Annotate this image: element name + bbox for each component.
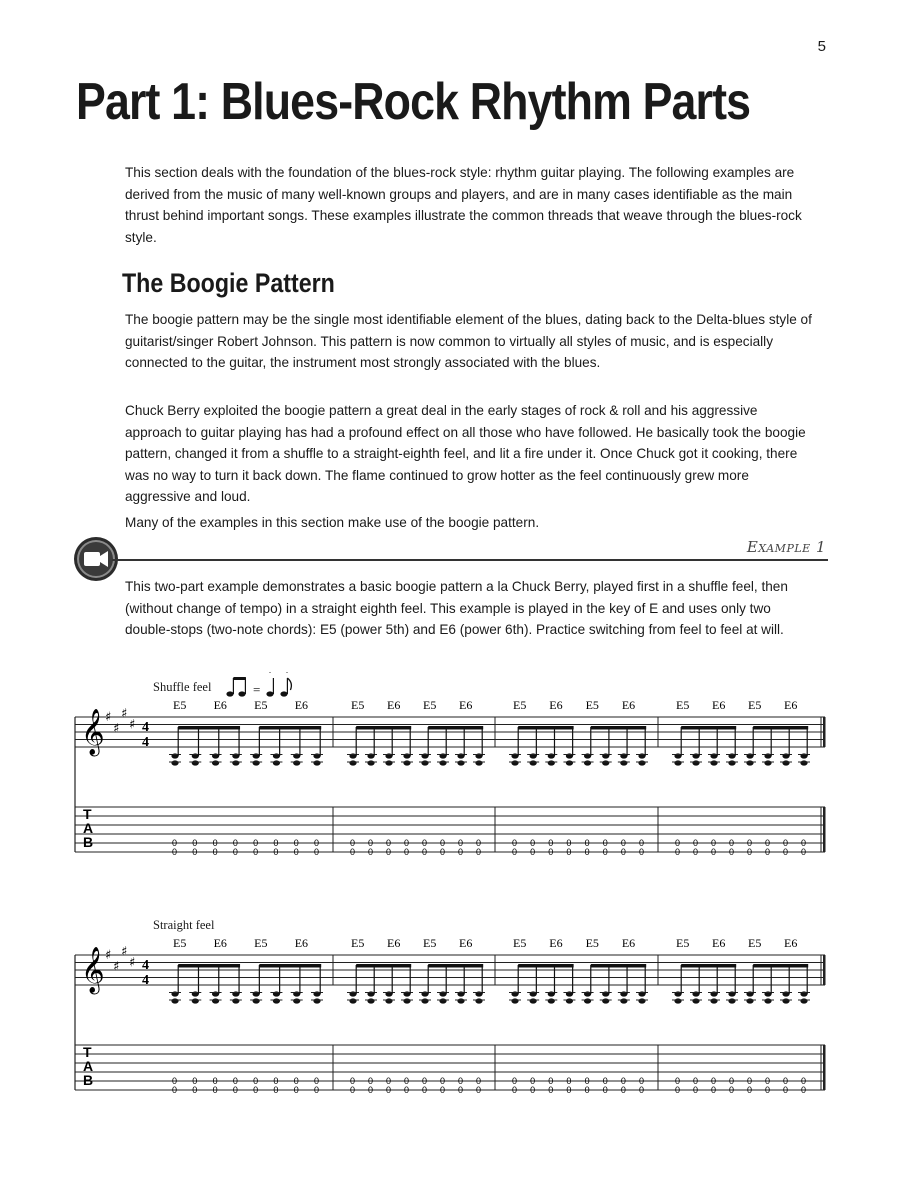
tab-number: 0 [404, 1076, 410, 1086]
tab-number: 0 [620, 838, 626, 848]
tab-number: 0 [729, 1085, 735, 1095]
chord-symbol: E6 [459, 698, 473, 712]
note-head [349, 998, 356, 1003]
tab-number: 0 [386, 1076, 392, 1086]
note-head [710, 760, 717, 765]
tab-number: 0 [273, 838, 279, 848]
note-head [638, 760, 645, 765]
sharp-icon: ♯ [113, 959, 120, 975]
note-head [192, 998, 199, 1003]
note-head [403, 760, 410, 765]
tab-number: 0 [566, 838, 572, 848]
note-head [800, 998, 807, 1003]
note-head [171, 760, 178, 765]
tab-number: 0 [620, 1076, 626, 1086]
time-signature-top: 4 [142, 958, 149, 973]
tab-number: 0 [530, 838, 536, 848]
tab-number: 0 [314, 1085, 320, 1095]
tab-number: 0 [711, 838, 717, 848]
tab-number: 0 [458, 1076, 464, 1086]
example-divider [112, 559, 828, 561]
note-head [367, 760, 374, 765]
note-head [349, 760, 356, 765]
time-signature-bottom: 4 [142, 973, 149, 988]
chord-symbol: E6 [459, 936, 473, 950]
note-head [212, 998, 219, 1003]
note-head [674, 760, 681, 765]
treble-clef-icon: 𝄞 [81, 947, 105, 993]
tab-number: 0 [584, 1085, 590, 1095]
tab-number: 0 [512, 1076, 518, 1086]
tab-number: 0 [711, 1076, 717, 1086]
chord-symbol: E6 [294, 936, 309, 950]
tab-number: 0 [314, 847, 320, 857]
note-head [674, 998, 681, 1003]
note-beam [356, 964, 411, 968]
tab-number: 0 [422, 847, 428, 857]
chord-symbol: E5 [513, 936, 527, 950]
tab-number: 0 [273, 1085, 279, 1095]
tab-number: 0 [422, 838, 428, 848]
sharp-icon: ♯ [129, 955, 136, 971]
chord-symbol: E5 [173, 698, 187, 712]
tab-number: 0 [212, 847, 218, 857]
note-head [548, 760, 555, 765]
tab-number: 0 [314, 838, 320, 848]
tab-number: 0 [293, 847, 299, 857]
tab-number: 0 [512, 838, 518, 848]
tab-number: 0 [548, 838, 554, 848]
note-head [253, 760, 260, 765]
note-head [457, 760, 464, 765]
intro-paragraph: This section deals with the foundation of the blues-rock style: rhythm guitar playing. The following examples are derived from the music of many well-known groups and players, and are in many cases identifiable as the main thrust behind important songs. These examples illustrate the common threads that weave through the blues-rock style. [125, 165, 802, 245]
note-head [746, 998, 753, 1003]
tab-number: 0 [530, 1076, 536, 1086]
note-beam [428, 726, 483, 730]
chord-symbol: E5 [423, 936, 437, 950]
note-head [566, 760, 573, 765]
chord-symbol: E6 [712, 936, 726, 950]
tab-number: 0 [783, 1076, 789, 1086]
tab-number: 0 [765, 847, 771, 857]
notation-system-shuffle [70, 672, 840, 872]
note-head [232, 998, 239, 1003]
tab-number: 0 [801, 838, 807, 848]
tab-number: 0 [314, 1076, 320, 1086]
tab-number: 0 [368, 1076, 374, 1086]
note-beam [518, 726, 573, 730]
tab-number: 0 [350, 838, 356, 848]
note-head [457, 998, 464, 1003]
tab-number: 0 [273, 1076, 279, 1086]
tab-number: 0 [476, 1085, 482, 1095]
chord-symbol: E5 [748, 936, 762, 950]
chord-symbol: E6 [213, 698, 227, 712]
tab-number: 0 [293, 1076, 299, 1086]
note-head [439, 760, 446, 765]
chord-symbol: E6 [784, 698, 798, 712]
final-barline [823, 955, 826, 985]
tab-number: 0 [639, 1076, 645, 1086]
chord-symbol: E5 [254, 698, 268, 712]
note-beam [753, 726, 808, 730]
note-head [421, 760, 428, 765]
chord-symbol: E6 [621, 698, 636, 712]
tab-number: 0 [404, 847, 410, 857]
note-head [530, 760, 537, 765]
sharp-icon: ♯ [121, 706, 128, 722]
tab-number: 0 [192, 838, 198, 848]
tab-number: 0 [602, 838, 608, 848]
tab-number: 0 [602, 1076, 608, 1086]
note-head [782, 760, 789, 765]
tab-number: 0 [675, 847, 681, 857]
note-head [367, 998, 374, 1003]
note-head [584, 998, 591, 1003]
tab-number: 0 [783, 847, 789, 857]
note-head [385, 998, 392, 1003]
tab-clef-letter: A [83, 820, 94, 836]
tab-number: 0 [801, 847, 807, 857]
tab-number: 0 [404, 838, 410, 848]
chord-symbol: E6 [387, 698, 401, 712]
note-beam [518, 964, 573, 968]
tab-number: 0 [293, 1085, 299, 1095]
note-head [602, 998, 609, 1003]
tab-clef-letter: B [83, 834, 94, 850]
page-number: 5 [817, 38, 826, 55]
note-head [273, 998, 280, 1003]
note-head [530, 998, 537, 1003]
shuffle-feel-label: Shuffle feel [153, 680, 212, 694]
note-head [800, 760, 807, 765]
tab-number: 0 [440, 838, 446, 848]
section-paragraph-1: The boogie pattern may be the single most identifiable element of the blues, dating back to the Delta-blues style of guitarist/singer Robert Johnson. This pattern is now common to virtually all styles of music, and is especially connected to the guitar, the instrument most strongly associated with the blues. [125, 312, 812, 370]
tab-number: 0 [172, 1076, 178, 1086]
tab-number: 0 [192, 1076, 198, 1086]
tab-number: 0 [212, 1085, 218, 1095]
tab-number: 0 [566, 1085, 572, 1095]
tab-number: 0 [602, 1085, 608, 1095]
chord-symbol: E6 [387, 936, 401, 950]
chord-symbol: E5 [254, 936, 268, 950]
tab-number: 0 [747, 1085, 753, 1095]
chord-symbol: E5 [423, 698, 437, 712]
example-description: This two-part example demonstrates a basic boogie pattern a la Chuck Berry, played first in a shuffle feel, then (without change of tempo) in a straight eighth feel. This example is played in the key of E and uses only two double-stops (two-note chords): E5 (power 5th) and E6 (power 6th). Practice switching from feel to feel at will. [125, 579, 788, 637]
tab-number: 0 [440, 1085, 446, 1095]
tab-number: 0 [512, 1085, 518, 1095]
tab-number: 0 [675, 1085, 681, 1095]
note-head [212, 760, 219, 765]
note-head [385, 760, 392, 765]
final-barline [823, 717, 826, 747]
sharp-icon: ♯ [105, 710, 112, 725]
tab-number: 0 [253, 838, 259, 848]
chord-symbol: E5 [676, 698, 690, 712]
tab-number: 0 [192, 1085, 198, 1095]
chord-symbol: E6 [621, 936, 636, 950]
note-beam [259, 726, 321, 730]
part-title: Part 1: Blues-Rock Rhythm Parts [76, 73, 751, 131]
note-head [171, 998, 178, 1003]
tab-clef-letter: B [83, 1072, 94, 1088]
note-head [584, 760, 591, 765]
chord-symbol: E6 [294, 698, 309, 712]
tab-number: 0 [747, 1076, 753, 1086]
tab-number: 0 [765, 1085, 771, 1095]
tab-number: 0 [422, 1076, 428, 1086]
example-label: Example 1 [746, 538, 826, 556]
chord-symbol: E5 [585, 936, 599, 950]
note-beam [428, 964, 483, 968]
time-signature-top: 4 [142, 720, 149, 735]
tab-number: 0 [350, 847, 356, 857]
tab-number: 0 [172, 838, 178, 848]
note-head [620, 998, 627, 1003]
chord-symbol: E5 [748, 698, 762, 712]
tab-number: 0 [422, 1085, 428, 1095]
tab-number: 0 [458, 1085, 464, 1095]
tab-number: 0 [232, 1076, 238, 1086]
note-head [232, 760, 239, 765]
chord-symbol: E6 [549, 936, 563, 950]
tab-number: 0 [368, 847, 374, 857]
tab-clef-letter: T [83, 1044, 92, 1060]
tab-number: 0 [639, 1085, 645, 1095]
tab-number: 0 [783, 838, 789, 848]
tab-number: 0 [584, 1076, 590, 1086]
tab-clef-letter: T [83, 806, 92, 822]
note-head [403, 998, 410, 1003]
note-beam [259, 964, 321, 968]
note-head [602, 760, 609, 765]
final-barline [823, 1045, 826, 1090]
note-head [620, 760, 627, 765]
sharp-icon: ♯ [129, 717, 136, 733]
tab-number: 0 [253, 1076, 259, 1086]
tab-number: 0 [232, 847, 238, 857]
tab-number: 0 [530, 1085, 536, 1095]
tab-number: 0 [693, 838, 699, 848]
note-head [764, 998, 771, 1003]
treble-clef-icon: 𝄞 [81, 709, 105, 755]
tab-number: 0 [566, 1076, 572, 1086]
note-head [511, 760, 518, 765]
tab-number: 0 [212, 1076, 218, 1086]
tab-number: 0 [512, 847, 518, 857]
note-beam [591, 964, 646, 968]
tab-number: 0 [368, 1085, 374, 1095]
tab-number: 0 [386, 838, 392, 848]
tab-number: 0 [747, 838, 753, 848]
tab-number: 0 [368, 838, 374, 848]
tab-number: 0 [693, 1085, 699, 1095]
note-head [638, 998, 645, 1003]
tab-number: 0 [192, 847, 198, 857]
note-head [439, 998, 446, 1003]
final-barline [823, 807, 826, 852]
note-head [253, 998, 260, 1003]
tab-number: 0 [765, 1076, 771, 1086]
tab-number: 0 [548, 847, 554, 857]
note-head [313, 760, 320, 765]
tab-number: 0 [293, 838, 299, 848]
tab-number: 0 [212, 838, 218, 848]
section-paragraph-2: Chuck Berry exploited the boogie pattern a great deal in the early stages of rock & roll and his aggressive approach to guitar playing has had a profound effect on all those who have followed. He basically took the boogie pattern, changed it from a shuffle to a straight-eighth feel, and lit a fire under it. Once Chuck got it cooking, there was no way to turn it back down. The flame continued to grow hotter as the feel continuously grew more aggressive and loud. [125, 403, 806, 504]
tab-number: 0 [584, 847, 590, 857]
note-head [293, 998, 300, 1003]
tab-number: 0 [350, 1085, 356, 1095]
note-head [692, 760, 699, 765]
chord-symbol: E5 [513, 698, 527, 712]
sharp-icon: ♯ [121, 944, 128, 960]
tab-number: 0 [530, 847, 536, 857]
tab-number: 0 [458, 847, 464, 857]
time-signature-bottom: 4 [142, 735, 149, 750]
tab-number: 0 [729, 1076, 735, 1086]
tab-number: 0 [253, 1085, 259, 1095]
swing-equals: = [253, 682, 261, 697]
tab-number: 0 [566, 847, 572, 857]
tab-number: 0 [584, 838, 590, 848]
note-head [728, 760, 735, 765]
note-head [782, 998, 789, 1003]
tab-number: 0 [711, 847, 717, 857]
tab-number: 0 [476, 847, 482, 857]
note-head [764, 760, 771, 765]
note-head [293, 760, 300, 765]
tab-number: 0 [440, 1076, 446, 1086]
section-paragraph-3: Many of the examples in this section make use of the boogie pattern. [125, 515, 540, 530]
tab-number: 0 [620, 1085, 626, 1095]
note-head [313, 998, 320, 1003]
note-head [475, 760, 482, 765]
tab-number: 0 [350, 1076, 356, 1086]
chord-symbol: E5 [173, 936, 187, 950]
tab-number: 0 [172, 847, 178, 857]
note-head [192, 760, 199, 765]
note-head [511, 998, 518, 1003]
tab-number: 0 [602, 847, 608, 857]
note-beam [681, 726, 736, 730]
tab-clef-letter: A [83, 1058, 94, 1074]
note-beam [178, 726, 240, 730]
chord-symbol: E6 [549, 698, 563, 712]
chord-symbol: E5 [351, 698, 365, 712]
tab-number: 0 [458, 838, 464, 848]
tab-number: 0 [693, 847, 699, 857]
tab-number: 0 [548, 1085, 554, 1095]
note-head [273, 760, 280, 765]
sharp-icon: ♯ [113, 721, 120, 737]
tab-number: 0 [747, 847, 753, 857]
note-head [728, 998, 735, 1003]
note-head [548, 998, 555, 1003]
tab-number: 0 [639, 847, 645, 857]
tab-number: 0 [253, 847, 259, 857]
note-beam [681, 964, 736, 968]
note-beam [178, 964, 240, 968]
section-heading: The Boogie Pattern [122, 268, 335, 298]
chord-symbol: E5 [585, 698, 599, 712]
tab-number: 0 [801, 1085, 807, 1095]
tab-number: 0 [232, 838, 238, 848]
note-head [566, 998, 573, 1003]
note-head [692, 998, 699, 1003]
tab-number: 0 [620, 847, 626, 857]
tab-number: 0 [273, 847, 279, 857]
chord-symbol: E6 [784, 936, 798, 950]
note-head [710, 998, 717, 1003]
chord-symbol: E6 [712, 698, 726, 712]
tab-number: 0 [729, 838, 735, 848]
chord-symbol: E6 [213, 936, 227, 950]
tab-number: 0 [476, 838, 482, 848]
tab-number: 0 [765, 838, 771, 848]
tab-number: 0 [476, 1076, 482, 1086]
chord-symbol: E5 [676, 936, 690, 950]
tab-number: 0 [548, 1076, 554, 1086]
note-beam [591, 726, 646, 730]
note-beam [356, 726, 411, 730]
tab-number: 0 [783, 1085, 789, 1095]
note-head [421, 998, 428, 1003]
straight-feel-label: Straight feel [153, 918, 215, 932]
tab-number: 0 [386, 1085, 392, 1095]
note-head [475, 998, 482, 1003]
tab-number: 0 [172, 1085, 178, 1095]
tab-number: 0 [675, 1076, 681, 1086]
tab-number: 0 [729, 847, 735, 857]
tab-number: 0 [675, 838, 681, 848]
tab-number: 0 [801, 1076, 807, 1086]
notation-system-straight [70, 930, 840, 1100]
chord-symbol: E5 [351, 936, 365, 950]
tab-number: 0 [386, 847, 392, 857]
tab-number: 0 [440, 847, 446, 857]
tab-number: 0 [711, 1085, 717, 1095]
note-head [746, 760, 753, 765]
tab-number: 0 [639, 838, 645, 848]
tab-number: 0 [693, 1076, 699, 1086]
note-beam [753, 964, 808, 968]
tab-number: 0 [404, 1085, 410, 1095]
sharp-icon: ♯ [105, 948, 112, 963]
tab-number: 0 [232, 1085, 238, 1095]
